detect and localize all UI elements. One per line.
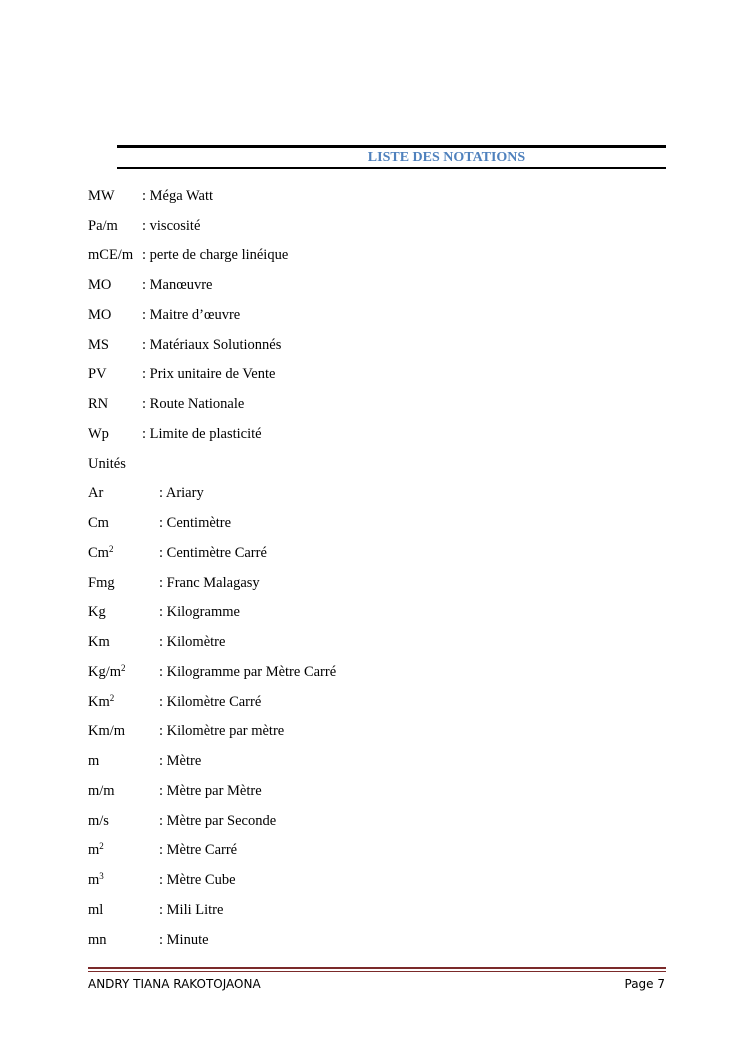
unit-def: : Kilogramme par Mètre Carré [159,664,337,680]
unit-def: : Kilomètre [159,634,226,650]
unit-abbr [88,870,104,890]
unit-def: : Mètre Carré [159,842,238,858]
unit-def: : Kilomètre par mètre [159,723,285,739]
unit-def: : Mili Litre [159,902,224,918]
unit-abbr [88,840,104,860]
unit-symbol: Cm [88,515,109,531]
unit-def: : Centimètre [159,515,232,531]
unit-def: : Mètre Cube [159,872,236,888]
notation-abbr: MS [88,337,109,353]
unit-abbr [88,662,126,682]
title-rule-top [117,145,666,148]
notation-def: : Méga Watt [142,188,214,204]
unit-def: : Centimètre Carré [159,545,267,561]
unit-symbol: m/s [88,813,109,829]
footer-rule-thick [88,967,666,969]
notation-def: : Limite de plasticité [142,426,262,442]
unit-symbol: Km/m [88,723,126,739]
unit-symbol: Cm [88,545,109,561]
unit-exponent: 2 [108,544,114,554]
unit-symbol: m [88,872,100,888]
unit-exponent: 2 [121,663,126,673]
unit-abbr [88,930,107,950]
page-title: LISTE DES NOTATIONS [367,150,526,165]
unit-abbr [88,811,109,831]
unit-def: : Kilomètre Carré [159,694,262,710]
unit-abbr [88,543,113,563]
unit-def: : Minute [159,932,209,948]
unit-symbol: ml [88,902,104,918]
unit-abbr [88,632,110,652]
notation-def: : Route Nationale [142,396,245,412]
notation-abbr: Pa/m [88,218,118,234]
unit-symbol: Fmg [88,575,115,591]
unit-exponent: 3 [99,871,104,881]
footer-page-number: Page 7 [624,977,665,991]
unit-symbol: Km [88,694,110,710]
unit-abbr [88,900,103,920]
notation-def: : Maitre d’œuvre [142,307,241,323]
unit-abbr [88,692,114,712]
unit-abbr [88,721,125,741]
unit-symbol: m [88,753,100,769]
notation-def: : Manœuvre [142,277,213,293]
notation-def: : perte de charge linéique [142,247,289,263]
notation-def: : Matériaux Solutionnés [142,337,282,353]
unit-def: : Mètre [159,753,202,769]
title-block [117,145,666,170]
unit-abbr [88,573,115,593]
notation-def: : Prix unitaire de Vente [142,366,276,382]
unit-symbol: mn [88,932,107,948]
notation-abbr: MO [88,277,112,293]
unit-exponent: 2 [109,693,115,703]
unit-def: : Kilogramme [159,604,240,620]
notation-abbr: RN [88,396,109,412]
unit-symbol: Kg/m [88,664,122,680]
notation-abbr: PV [88,366,107,382]
unit-symbol: Ar [88,485,104,501]
notation-abbr: MW [88,188,115,204]
unit-abbr [88,751,99,771]
unit-abbr [88,781,115,801]
unit-def: : Ariary [159,485,204,501]
notation-abbr: MO [88,307,112,323]
unit-abbr [88,513,109,533]
unit-def: : Mètre par Seconde [159,813,277,829]
unit-symbol: Km [88,634,110,650]
unit-symbol: Kg [88,604,106,620]
notation-abbr: mCE/m [88,247,134,263]
footer-rule-thin [88,971,666,972]
units-heading: Unités [88,456,126,472]
title-rule-bottom [117,167,666,169]
unit-abbr [88,483,103,503]
unit-def: : Mètre par Mètre [159,783,262,799]
notation-abbr: Wp [88,426,109,442]
unit-abbr [88,602,106,622]
unit-symbol: m [88,842,100,858]
unit-exponent: 2 [99,841,104,851]
footer-author: ANDRY TIANA RAKOTOJAONA [88,977,261,991]
notation-def: : viscosité [142,218,201,234]
unit-def: : Franc Malagasy [159,575,260,591]
unit-symbol: m/m [88,783,115,799]
